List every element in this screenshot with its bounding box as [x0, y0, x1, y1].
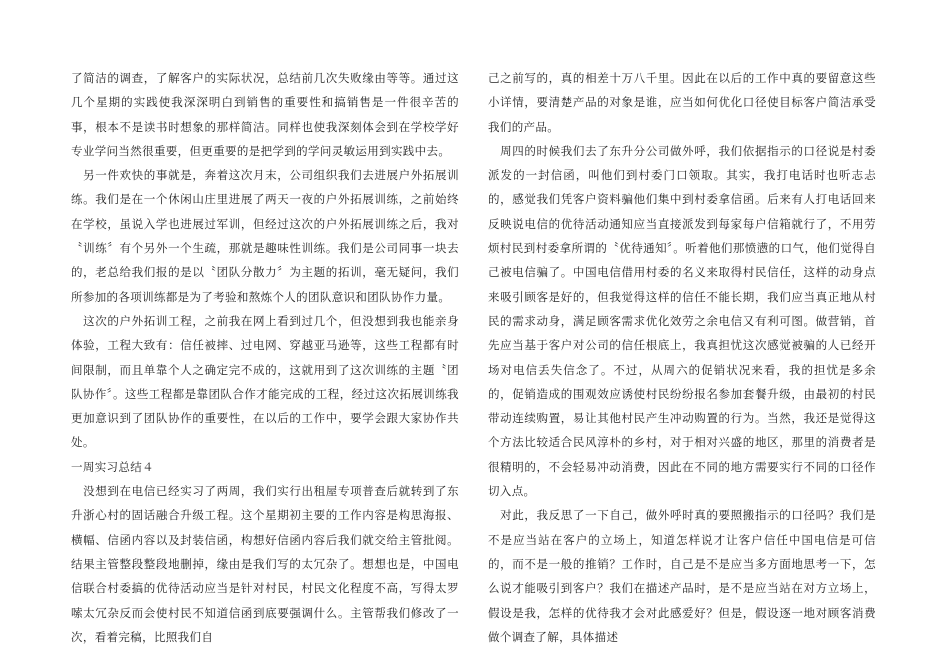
paragraph: 己之前写的，真的相差十万八千里。因此在以后的工作中真的要留意这些小详情，要清楚产品的对象是谁，应当如何优化口径使目标客户简洁承受我们的产品。 [488, 71, 876, 134]
paragraph: 这次的户外拓训工程，之前我在网上看到过几个，但没想到我也能亲身体验，工程大致有：信任被摔、过电网、穿越亚马逊等，这些工程都有时间限制，而且单靠个人之确定完不成的，这就用到了这次训练的主题〝团队协作〞。这些工程都是靠团队合作才能完成的工程，经过这次拓展训练我更加意识到了团队协作的重要性，在以后的工作中，要学会跟大家协作共处。 [71, 313, 459, 450]
left-column [71, 66, 459, 649]
paragraph: 周四的时候我们去了东升分公司做外呼，我们依据指示的口径说是村委派发的一封信函，叫他们到村委门口领取。其实，我打电话时也听志忐的，感觉我们凭客户资料骗他们集中到村委拿信函。后来有人打电话回来反映说电信的优待活动通知应当直接派发到每家每户信箱就行了，不用劳烦村民到村委拿所谓的〝优待通知〞。听着他们那愤懑的口气，他们觉得自己被电信骗了。中国电信借用村委的名义来取得村民信任，这样的动身点来吸引顾客是好的，但我觉得这样的信任不能长期，我们应当真正地从村民的需求动身，满足顾客需求优化效劳之余电信又有利可图。做营销，首先应当基于客户对公司的信任根底上，我真担忧这次感觉被骗的人已经开场对电信丢失信念了。不过，从周六的促销状况来看，我的担忧是多余的，促销造成的围观效应诱使村民纷纷报名参加套餐升级，由最初的村民带动连续购置，易让其他村民产生冲动购置的行为。当然，我还是觉得这个方法比较适合民风淳朴的乡村，对于相对兴盛的地区，那里的消费者是很精明的，不会轻易冲动消费，因此在不同的地方需要实行不同的口径作切入点。 [488, 143, 876, 499]
section-heading: 一周实习总结４ [71, 459, 154, 474]
paragraph: 了简洁的调查，了解客户的实际状况，总结前几次失败缘由等等。通过这几个星期的实践使我深深明白到销售的重要性和搞销售是一件很辛苦的事，根本不是读书时想象的那样简洁。同样也使我深刻体会到在学校学好专业学问当然很重要，但更重要的是把学到的学问灵敏运用到实践中去。 [71, 71, 459, 158]
paragraph: 另一件欢快的事就是，奔着这次月末，公司组织我们去进展户外拓展训练。我们是在一个休闲山庄里进展了两天一夜的户外拓展训练，之前始终在学校，虽说入学也进展过军训，但经过这次的户外拓展训练之后，我对〝训练〞有个另外一个生疏，那就是趣味性训练。我们是公司同事一块去的，老总给我们报的是以〝团队分散力〞为主题的拓训，毫无疑问，我们所参加的各项训练都是为了考验和熬炼个人的团队意识和团队协作力量。 [71, 168, 459, 304]
paragraph: 没想到在电信已经实习了两周，我们实行出租屋专项普查后就转到了东升浙心村的固话融合升级工程。这个星期初主要的工作内容是构思海报、横幅、信函内容以及封装信函，构想好信函内容后我们就交给主管批阅。结果主管整段整段地删掉，缘由是我们写的太冗杂了。想想也是，中国电信联合村委搞的优待活动应当是针对村民，村民文化程度不高，写得太罗嗦太冗杂反而会使村民不知道信函到底要强调什么。主管帮我们修改了一次，看着完稿，比照我们自 [71, 484, 459, 644]
paragraph: 对此，我反思了一下自己，做外呼时真的要照搬指示的口径吗？我们是不是应当站在客户的立场上，知道怎样说才让客户信任中国电信是可信的，而不是一般的推销？工作时，自己是不是应当多方面地思考一下，怎么说才能吸引到客户？我们在描述产品时，是不是应当站在对方立场上，假设是我，怎样的优待我才会对此感爱好？但是，假设逐一地对顾客消费做个调查了解，具体描述 [488, 508, 876, 644]
right-column [488, 66, 876, 649]
